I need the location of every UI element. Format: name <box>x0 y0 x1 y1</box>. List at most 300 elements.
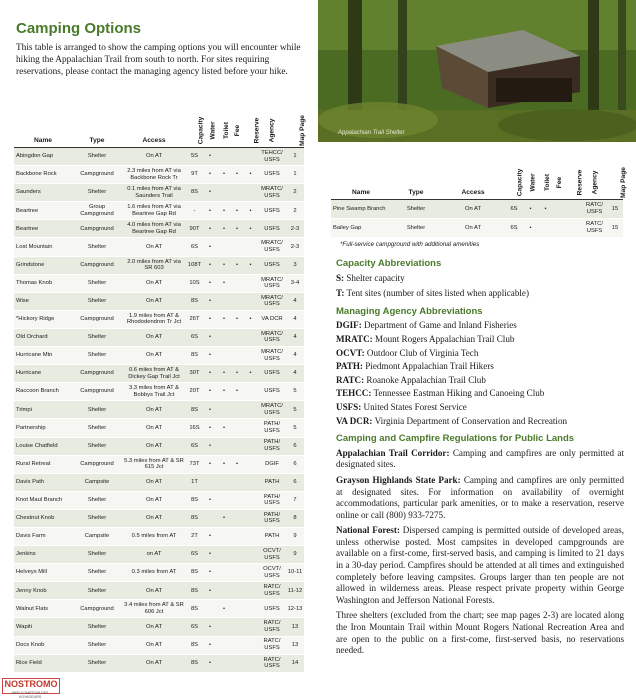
cell-capacity: 6S <box>186 546 203 564</box>
cell-reserve <box>243 654 258 672</box>
cell-reserve <box>243 437 258 455</box>
cell-map: 3-4 <box>286 274 304 292</box>
cell-map: 2-3 <box>286 220 304 238</box>
cell-water: • <box>203 654 217 672</box>
cell-agency: MRATC/ USFS <box>258 328 286 346</box>
cell-water: • <box>203 564 217 582</box>
cell-reserve <box>243 419 258 437</box>
cell-toilet: • <box>217 256 231 274</box>
table-row <box>14 455 304 473</box>
cell-water: • <box>203 347 217 365</box>
right-column-text <box>336 258 624 663</box>
table-row <box>14 582 304 600</box>
cell-reserve <box>243 582 258 600</box>
camping-table-continued <box>331 162 627 238</box>
col-toilet: Toilet <box>217 110 231 148</box>
agency-item: RATC: Roanoke Appalachian Trail Club <box>336 374 486 385</box>
cell-map: 4 <box>286 365 304 383</box>
cell-map: 15 <box>607 219 623 238</box>
cell-reserve: • <box>243 310 258 328</box>
cell-fee: • <box>231 166 243 184</box>
cell-name: Hurricane <box>14 365 72 383</box>
cell-reserve <box>243 328 258 346</box>
cell-agency: TEHCC/ USFS <box>258 148 286 166</box>
col-agency: Agency <box>258 110 286 148</box>
cell-type: Shelter <box>72 238 122 256</box>
cell-name: Abingdon Gap <box>14 148 72 166</box>
cell-fee: • <box>231 220 243 238</box>
table-header <box>331 162 623 200</box>
cell-type: Campground <box>72 455 122 473</box>
cell-type: Shelter <box>72 328 122 346</box>
cell-fee: • <box>231 455 243 473</box>
cell-agency: VA DCR <box>258 310 286 328</box>
cell-agency: MRATC/ USFS <box>258 238 286 256</box>
cell-reserve <box>243 564 258 582</box>
cell-fee <box>231 509 243 527</box>
cell-name: Raccoon Branch <box>14 383 72 401</box>
table-row <box>14 184 304 202</box>
col-toilet: Toilet <box>538 162 553 200</box>
col-name: Name <box>331 162 391 200</box>
cell-capacity: 6S <box>186 328 203 346</box>
cell-toilet: • <box>217 455 231 473</box>
cell-capacity: 6S <box>186 437 203 455</box>
cell-type: Campground <box>72 600 122 618</box>
cell-map: 5 <box>286 401 304 419</box>
capacity-section <box>336 258 624 300</box>
cell-agency: MRATC/ USFS <box>258 292 286 310</box>
cell-toilet <box>217 546 231 564</box>
cell-water: • <box>203 455 217 473</box>
cell-access: 0.6 miles from AT & Dickey Gap Trail Jct <box>122 365 186 383</box>
cell-name: Helveys Mill <box>14 564 72 582</box>
cell-access: 4.0 miles from AT via Beartree Gap Rd <box>122 220 186 238</box>
camping-table <box>14 110 304 673</box>
cell-access: On AT <box>122 238 186 256</box>
regulation-corridor: Appalachian Trail Corridor: Camping and campfires are only permitted at designated sites. <box>336 447 624 470</box>
cell-access: 2.0 miles from AT via SR 603 <box>122 256 186 274</box>
cell-agency: MRATC/ USFS <box>258 401 286 419</box>
cell-access: 0.5 miles from AT <box>122 527 186 545</box>
cell-fee <box>231 347 243 365</box>
cell-agency: DGIF <box>258 455 286 473</box>
table-row <box>14 310 304 328</box>
cell-toilet <box>217 148 231 166</box>
table-row <box>14 166 304 184</box>
cell-map: 1 <box>286 166 304 184</box>
table-row <box>14 202 304 220</box>
cell-access: 3.4 miles from AT & SR 606 Jct <box>122 600 186 618</box>
cell-water: • <box>203 274 217 292</box>
cell-name: Grindstone <box>14 256 72 274</box>
cell-capacity: 8S <box>186 292 203 310</box>
table-row <box>14 546 304 564</box>
cell-fee <box>231 546 243 564</box>
cell-water: • <box>203 383 217 401</box>
cell-reserve <box>243 383 258 401</box>
cell-map: 15 <box>607 200 623 219</box>
cell-toilet: • <box>217 220 231 238</box>
cell-map: 1 <box>286 148 304 166</box>
table-footnote: *Full-service campground with additional amenities <box>340 241 480 248</box>
cell-agency: USFS <box>258 600 286 618</box>
cell-name: Beartree <box>14 220 72 238</box>
cell-capacity: 8S <box>186 600 203 618</box>
cell-capacity: 26T <box>186 310 203 328</box>
cell-fee <box>231 618 243 636</box>
cell-fee <box>231 328 243 346</box>
watermark-tagline: WEB COMPTOIR DES VOYAGEURS <box>11 691 49 699</box>
cell-capacity: 8S <box>186 184 203 202</box>
cell-toilet <box>217 618 231 636</box>
cell-map: 4 <box>286 328 304 346</box>
cell-toilet <box>217 347 231 365</box>
cell-type: Shelter <box>72 509 122 527</box>
cell-type: Shelter <box>72 184 122 202</box>
camping-table-continued-body <box>331 200 623 238</box>
table-header <box>14 110 304 148</box>
cell-capacity: 108T <box>186 256 203 274</box>
cell-access: On AT <box>122 328 186 346</box>
cell-type: Campsite <box>72 527 122 545</box>
cell-water: • <box>203 618 217 636</box>
cell-water: • <box>203 256 217 274</box>
col-access: Access <box>122 110 186 148</box>
cell-access: On AT <box>122 401 186 419</box>
intro-paragraph: This table is arranged to show the camping options you will encounter while hiking the Appalachian Trail from south to north. For sites requiring reservations, please contact the managing agency listed before your hike. <box>16 43 301 77</box>
cell-agency: USFS <box>258 220 286 238</box>
cell-fee <box>231 419 243 437</box>
cell-type: Campground <box>72 310 122 328</box>
cell-name: Davis Path <box>14 473 72 491</box>
cell-access: 1.6 miles from AT via Beartree Gap Rd <box>122 202 186 220</box>
cell-type: Shelter <box>72 437 122 455</box>
cell-toilet <box>217 654 231 672</box>
col-fee: Fee <box>553 162 566 200</box>
table-row <box>14 292 304 310</box>
cell-name: Partnership <box>14 419 72 437</box>
cell-type: Campsite <box>72 473 122 491</box>
cell-water: • <box>203 148 217 166</box>
cell-toilet: • <box>217 509 231 527</box>
cell-capacity: 6S <box>186 238 203 256</box>
cell-fee <box>231 582 243 600</box>
cell-type: Shelter <box>72 564 122 582</box>
cell-map: 12-13 <box>286 600 304 618</box>
cell-capacity: 8S <box>186 654 203 672</box>
cell-capacity: 8S <box>186 636 203 654</box>
cell-water: • <box>523 219 538 238</box>
cell-access: On AT <box>122 437 186 455</box>
cell-fee: • <box>231 383 243 401</box>
cell-access: On AT <box>122 148 186 166</box>
cell-access: On AT <box>122 419 186 437</box>
cell-capacity: 8S <box>186 401 203 419</box>
cell-name: Wapiti <box>14 618 72 636</box>
cell-reserve: • <box>243 365 258 383</box>
regulations-heading: Camping and Campfire Regulations for Public Lands <box>336 433 575 445</box>
left-column <box>0 0 312 700</box>
cell-name: Jenny Knob <box>14 582 72 600</box>
cell-reserve <box>243 401 258 419</box>
cell-toilet: • <box>217 310 231 328</box>
table-row <box>14 509 304 527</box>
cell-type: Shelter <box>72 654 122 672</box>
cell-toilet <box>217 328 231 346</box>
cell-map: 9 <box>286 546 304 564</box>
table-row <box>14 564 304 582</box>
cell-agency: RATC/ USFS <box>258 636 286 654</box>
table-row <box>14 527 304 545</box>
cell-water: • <box>203 292 217 310</box>
cell-water: • <box>203 582 217 600</box>
cell-agency: USFS <box>258 383 286 401</box>
cell-type: Shelter <box>72 582 122 600</box>
col-map-page: Map Page <box>286 110 304 148</box>
cell-access: On AT <box>122 618 186 636</box>
cell-type: Shelter <box>72 347 122 365</box>
cell-access: On AT <box>122 292 186 310</box>
cell-capacity: 73T <box>186 455 203 473</box>
cell-name: Louise Chatfield <box>14 437 72 455</box>
table-row <box>14 220 304 238</box>
cell-toilet <box>217 437 231 455</box>
cell-access: 0.3 miles from AT <box>122 564 186 582</box>
cell-capacity: 8S <box>186 491 203 509</box>
cell-type: Shelter <box>72 274 122 292</box>
cell-capacity: 5S <box>186 148 203 166</box>
cell-toilet <box>217 491 231 509</box>
cell-water: • <box>203 437 217 455</box>
cell-fee <box>231 401 243 419</box>
cell-reserve <box>566 219 582 238</box>
cell-fee: • <box>231 256 243 274</box>
cell-map: 2-3 <box>286 238 304 256</box>
cell-capacity: 9T <box>186 166 203 184</box>
table-row <box>14 256 304 274</box>
cell-agency: PATH/ USFS <box>258 491 286 509</box>
cell-map: 10-11 <box>286 564 304 582</box>
cell-water <box>203 600 217 618</box>
cell-type: Campground <box>72 383 122 401</box>
cell-type: Shelter <box>72 292 122 310</box>
cell-capacity: - <box>186 202 203 220</box>
cell-map: 9 <box>286 527 304 545</box>
cell-agency: USFS <box>258 166 286 184</box>
cell-agency: MRATC/ USFS <box>258 274 286 292</box>
cell-type: Shelter <box>391 219 441 238</box>
cell-fee <box>231 184 243 202</box>
cell-reserve: • <box>243 166 258 184</box>
cell-type: Shelter <box>72 419 122 437</box>
cell-toilet <box>217 636 231 654</box>
cell-name: Pine Swamp Branch <box>331 200 391 219</box>
cell-capacity: 8S <box>186 509 203 527</box>
table-row <box>14 437 304 455</box>
cell-reserve <box>243 184 258 202</box>
cell-reserve <box>243 527 258 545</box>
cell-fee <box>231 491 243 509</box>
table-row <box>14 473 304 491</box>
agency-item: MRATC: Mount Rogers Appalachian Trail Club <box>336 333 515 344</box>
cell-reserve <box>243 274 258 292</box>
cell-capacity: 20T <box>186 383 203 401</box>
table-row <box>14 600 304 618</box>
table-row <box>14 238 304 256</box>
cell-agency: PATH <box>258 473 286 491</box>
page-title: Camping Options <box>16 20 141 37</box>
cell-access: On AT <box>441 200 505 219</box>
cell-reserve <box>243 347 258 365</box>
cell-map: 2 <box>286 184 304 202</box>
cell-map: 7 <box>286 491 304 509</box>
cell-toilet <box>217 527 231 545</box>
shelter-photo <box>318 0 636 142</box>
cell-toilet <box>217 184 231 202</box>
cell-reserve <box>243 473 258 491</box>
cell-toilet: • <box>217 365 231 383</box>
cell-access: On AT <box>122 509 186 527</box>
cell-name: Old Orchard <box>14 328 72 346</box>
cell-type: Shelter <box>391 200 441 219</box>
cell-capacity: 6S <box>186 618 203 636</box>
cell-reserve <box>566 200 582 219</box>
cell-fee <box>553 219 566 238</box>
cell-name: Beartree <box>14 202 72 220</box>
col-agency: Agency <box>582 162 607 200</box>
cell-access: 0.1 miles from AT via Saunders Trail <box>122 184 186 202</box>
table-row <box>331 200 623 219</box>
table-row <box>14 419 304 437</box>
cell-name: Rice Field <box>14 654 72 672</box>
col-capacity: Capacity <box>186 110 203 148</box>
table-row <box>14 636 304 654</box>
cell-toilet <box>217 292 231 310</box>
cell-toilet <box>217 582 231 600</box>
cell-type: Shelter <box>72 148 122 166</box>
cell-reserve <box>243 546 258 564</box>
cell-reserve <box>243 238 258 256</box>
agency-item: DGIF: Department of Game and Inland Fisheries <box>336 320 517 331</box>
col-capacity: Capacity <box>505 162 523 200</box>
cell-name: Davis Farm <box>14 527 72 545</box>
cell-capacity: 8S <box>186 564 203 582</box>
agency-item: TEHCC: Tennessee Eastman Hiking and Canoeing Club <box>336 388 545 399</box>
cell-access: on AT <box>122 546 186 564</box>
cell-type: Shelter <box>72 401 122 419</box>
cell-access: On AT <box>122 491 186 509</box>
cell-name: *Hickory Ridge <box>14 310 72 328</box>
cell-name: Thomas Knob <box>14 274 72 292</box>
cell-map: 5 <box>286 419 304 437</box>
cell-toilet: • <box>217 419 231 437</box>
cell-agency: RATC/ USFS <box>258 654 286 672</box>
cell-toilet: • <box>217 202 231 220</box>
cell-fee <box>553 200 566 219</box>
cell-reserve <box>243 455 258 473</box>
cell-water: • <box>203 491 217 509</box>
cell-water: • <box>203 401 217 419</box>
cell-water: • <box>203 365 217 383</box>
cell-capacity: 10S <box>186 274 203 292</box>
cell-water: • <box>203 546 217 564</box>
cell-access: On AT <box>122 654 186 672</box>
cell-agency: MRATC/ USFS <box>258 347 286 365</box>
cell-water <box>203 473 217 491</box>
col-reserve: Reserve <box>566 162 582 200</box>
cell-type: Shelter <box>72 546 122 564</box>
cell-reserve <box>243 148 258 166</box>
cell-agency: RATC/ USFS <box>582 200 607 219</box>
cell-water: • <box>203 636 217 654</box>
cell-toilet: • <box>217 166 231 184</box>
cell-access: 3.3 miles from AT & Bobbys Trail Jct <box>122 383 186 401</box>
cell-access: 5.3 miles from AT & SR 615 Jct <box>122 455 186 473</box>
cell-map: 6 <box>286 473 304 491</box>
cell-type: Campground <box>72 365 122 383</box>
cell-reserve <box>243 292 258 310</box>
cell-type: Campground <box>72 166 122 184</box>
col-fee: Fee <box>231 110 243 148</box>
cell-map: 13 <box>286 618 304 636</box>
cell-agency: USFS <box>258 202 286 220</box>
cell-map: 6 <box>286 437 304 455</box>
cell-access: On AT <box>122 473 186 491</box>
table-row <box>14 328 304 346</box>
cell-name: Trimpi <box>14 401 72 419</box>
cell-fee <box>231 473 243 491</box>
cell-fee <box>231 437 243 455</box>
cell-name: Rural Retreat <box>14 455 72 473</box>
cell-name: Chestnut Knob <box>14 509 72 527</box>
cell-water: • <box>203 184 217 202</box>
cell-name: Jenkins <box>14 546 72 564</box>
agency-item: USFS: United States Forest Service <box>336 401 467 412</box>
cell-reserve <box>243 509 258 527</box>
cell-agency: PATH/ USFS <box>258 509 286 527</box>
cell-toilet <box>217 401 231 419</box>
cell-access: On AT <box>122 274 186 292</box>
agency-list <box>336 320 624 427</box>
cell-access: On AT <box>122 347 186 365</box>
cell-map: 4 <box>286 347 304 365</box>
cell-fee <box>231 654 243 672</box>
cell-fee <box>231 148 243 166</box>
cell-agency: RATC/ USFS <box>582 219 607 238</box>
cell-water: • <box>203 527 217 545</box>
cell-type: Campground <box>72 220 122 238</box>
cell-map: 4 <box>286 310 304 328</box>
cell-fee <box>231 274 243 292</box>
table-row <box>14 401 304 419</box>
table-row <box>14 148 304 166</box>
cell-access: On AT <box>122 582 186 600</box>
table-row <box>14 383 304 401</box>
cell-fee <box>231 292 243 310</box>
col-water: Water <box>203 110 217 148</box>
table-row <box>14 347 304 365</box>
cell-agency: PATH/ USFS <box>258 437 286 455</box>
cell-water: • <box>203 238 217 256</box>
cell-toilet: • <box>217 383 231 401</box>
cell-fee <box>231 238 243 256</box>
cell-name: Wise <box>14 292 72 310</box>
cell-water <box>203 509 217 527</box>
shelter-illustration <box>318 0 636 142</box>
cell-name: Hurricane Mtn <box>14 347 72 365</box>
cell-type: Shelter <box>72 636 122 654</box>
